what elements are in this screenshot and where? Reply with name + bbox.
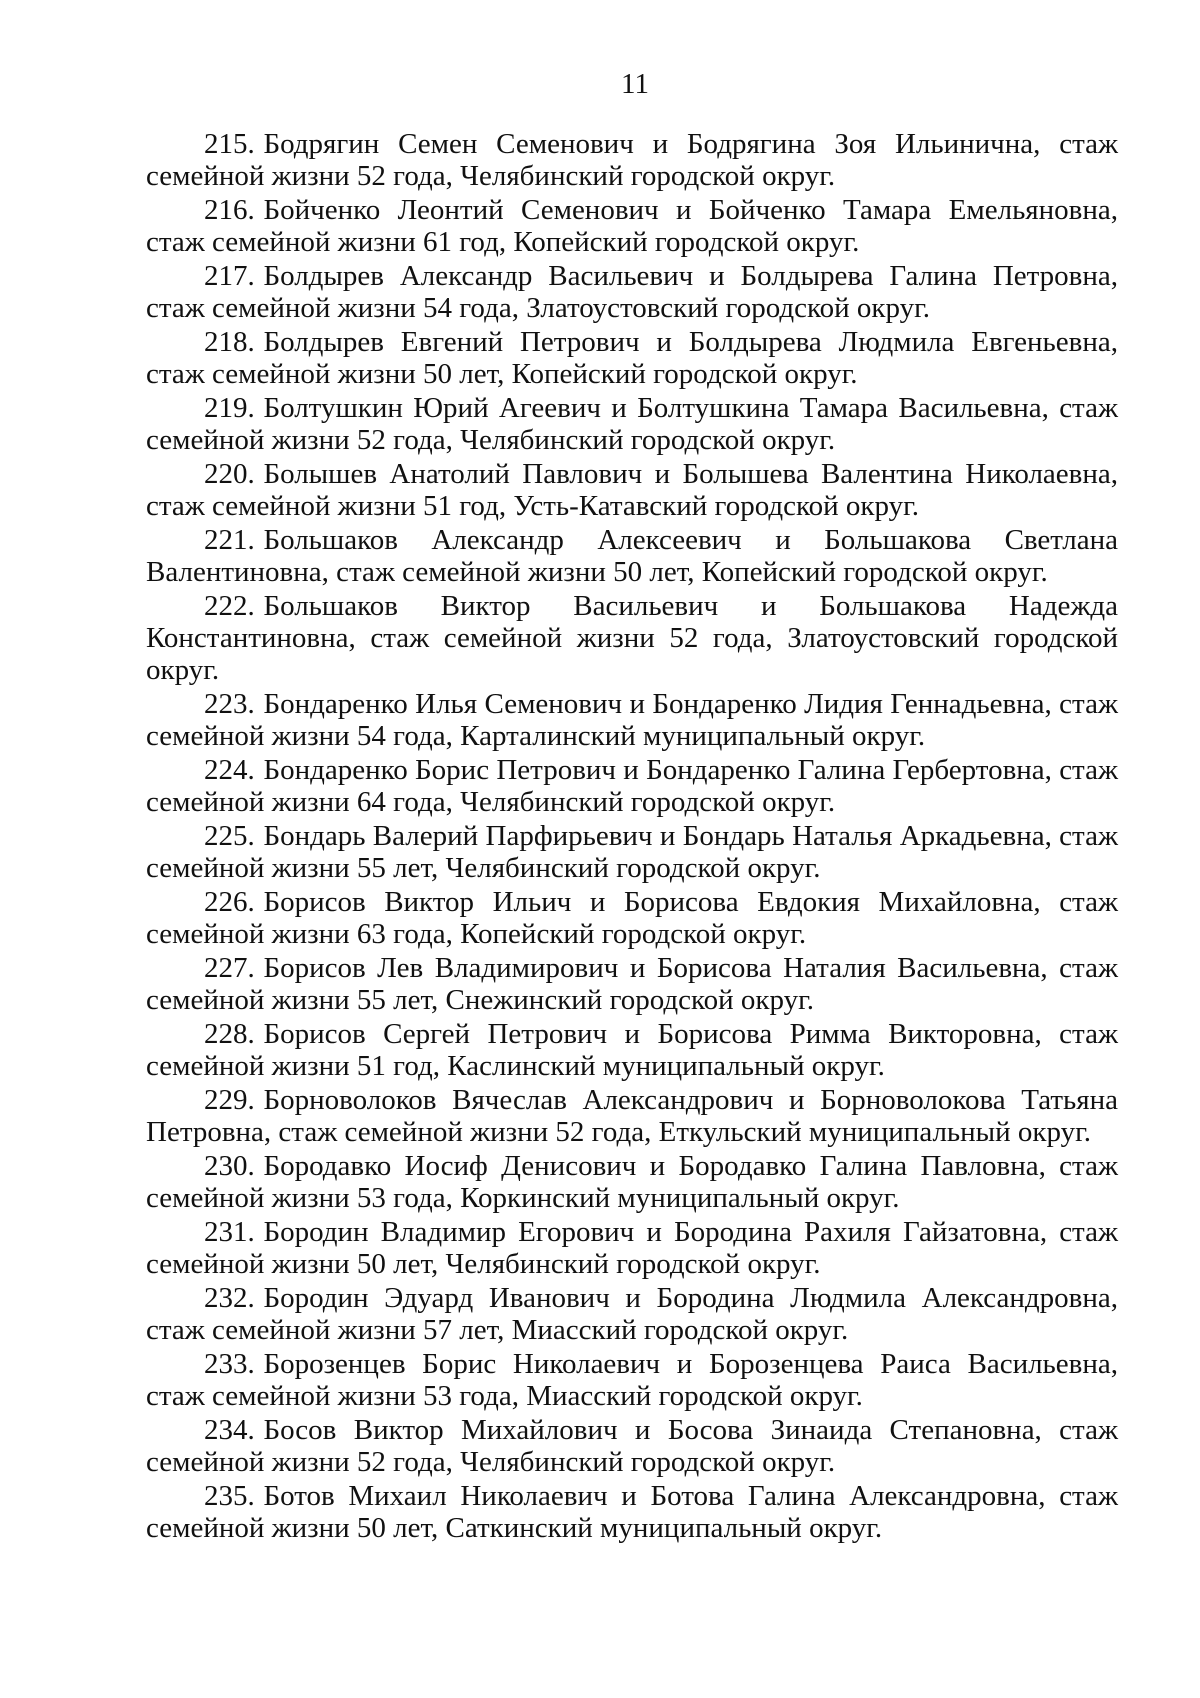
list-item — [146, 194, 1118, 258]
entry-number: 232. — [204, 1282, 255, 1314]
entry-number: 227. — [204, 952, 255, 984]
list-item — [146, 1150, 1118, 1214]
entry-text: Болдырев Александр Васильевич и Болдырева Галина Петровна, стаж семейной жизни 54 года, Златоустовский городской округ. — [146, 260, 1118, 324]
list-item — [146, 326, 1118, 390]
entry-number: 228. — [204, 1018, 255, 1050]
entry-text: Бородин Эдуард Иванович и Бородина Людмила Александровна, стаж семейной жизни 57 лет, Миасский городской округ. — [146, 1282, 1118, 1346]
list-item — [146, 688, 1118, 752]
entry-number: 215. — [204, 128, 255, 160]
entry-text: Борисов Лев Владимирович и Борисова Наталия Васильевна, стаж семейной жизни 55 лет, Снежинский городской округ. — [146, 952, 1118, 1016]
page-number: 11 — [621, 68, 649, 100]
entry-text: Большаков Александр Алексеевич и Большакова Светлана Валентиновна, стаж семейной жизни 50 лет, Копейский городской округ. — [146, 524, 1118, 588]
list-item — [146, 820, 1118, 884]
entry-text: Болышев Анатолий Павлович и Болышева Валентина Николаевна, стаж семейной жизни 51 год, Усть-Катавский городской округ. — [146, 458, 1118, 522]
entry-text: Большаков Виктор Васильевич и Большакова Надежда Константиновна, стаж семейной жизни 52 года, Златоустовский городской округ. — [146, 590, 1118, 686]
entry-number: 224. — [204, 754, 255, 786]
list-item — [146, 952, 1118, 1016]
entry-text: Бондарь Валерий Парфирьевич и Бондарь Наталья Аркадьевна, стаж семейной жизни 55 лет, Челябинский городской округ. — [146, 820, 1118, 884]
entry-number: 216. — [204, 194, 255, 226]
entry-number: 218. — [204, 326, 255, 358]
list-item — [146, 1348, 1118, 1412]
list-item — [146, 1282, 1118, 1346]
entry-text: Борисов Виктор Ильич и Борисова Евдокия Михайловна, стаж семейной жизни 63 года, Копейский городской округ. — [146, 886, 1118, 950]
entry-text: Бондаренко Илья Семенович и Бондаренко Лидия Геннадьевна, стаж семейной жизни 54 года, Карталинский муниципальный округ. — [146, 688, 1118, 752]
entry-list — [146, 128, 1118, 1546]
list-item — [146, 1414, 1118, 1478]
entry-number: 231. — [204, 1216, 255, 1248]
list-item — [146, 524, 1118, 588]
entry-text: Болдырев Евгений Петрович и Болдырева Людмила Евгеньевна, стаж семейной жизни 50 лет, Копейский городской округ. — [146, 326, 1118, 390]
entry-number: 221. — [204, 524, 255, 556]
list-item — [146, 1216, 1118, 1280]
entry-number: 229. — [204, 1084, 255, 1116]
entry-text: Бородин Владимир Егорович и Бородина Рахиля Гайзатовна, стаж семейной жизни 50 лет, Челябинский городской округ. — [146, 1216, 1118, 1280]
entry-text: Ботов Михаил Николаевич и Ботова Галина Александровна, стаж семейной жизни 50 лет, Саткинский муниципальный округ. — [146, 1480, 1118, 1544]
list-item — [146, 458, 1118, 522]
entry-number: 219. — [204, 392, 255, 424]
list-item — [146, 1018, 1118, 1082]
entry-text: Бойченко Леонтий Семенович и Бойченко Тамара Емельяновна, стаж семейной жизни 61 год, Копейский городской округ. — [146, 194, 1118, 258]
entry-number: 223. — [204, 688, 255, 720]
entry-number: 220. — [204, 458, 255, 490]
list-item — [146, 260, 1118, 324]
entry-number: 217. — [204, 260, 255, 292]
entry-text: Бондаренко Борис Петрович и Бондаренко Галина Гербертовна, стаж семейной жизни 64 года, Челябинский городской округ. — [146, 754, 1118, 818]
entry-number: 233. — [204, 1348, 255, 1380]
entry-number: 235. — [204, 1480, 255, 1512]
entry-number: 225. — [204, 820, 255, 852]
list-item — [146, 754, 1118, 818]
entry-text: Бородавко Иосиф Денисович и Бородавко Галина Павловна, стаж семейной жизни 53 года, Коркинский муниципальный округ. — [146, 1150, 1118, 1214]
entry-text: Борисов Сергей Петрович и Борисова Римма Викторовна, стаж семейной жизни 51 год, Каслинский муниципальный округ. — [146, 1018, 1118, 1082]
list-item — [146, 128, 1118, 192]
entry-text: Бодрягин Семен Семенович и Бодрягина Зоя Ильинична, стаж семейной жизни 52 года, Челябинский городской округ. — [146, 128, 1118, 192]
entry-text: Борноволоков Вячеслав Александрович и Борноволокова Татьяна Петровна, стаж семейной жизни 52 года, Еткульский муниципальный округ. — [146, 1084, 1118, 1148]
entry-number: 234. — [204, 1414, 255, 1446]
entry-text: Борозенцев Борис Николаевич и Борозенцева Раиса Васильевна, стаж семейной жизни 53 года, Миасский городской округ. — [146, 1348, 1118, 1412]
entry-text: Босов Виктор Михайлович и Босова Зинаида Степановна, стаж семейной жизни 52 года, Челябинский городской округ. — [146, 1414, 1118, 1478]
entry-number: 230. — [204, 1150, 255, 1182]
list-item — [146, 1084, 1118, 1148]
entry-number: 222. — [204, 590, 255, 622]
list-item — [146, 392, 1118, 456]
entry-number: 226. — [204, 886, 255, 918]
entry-text: Болтушкин Юрий Агеевич и Болтушкина Тамара Васильевна, стаж семейной жизни 52 года, Челябинский городской округ. — [146, 392, 1118, 456]
list-item — [146, 590, 1118, 686]
list-item — [146, 886, 1118, 950]
list-item — [146, 1480, 1118, 1544]
